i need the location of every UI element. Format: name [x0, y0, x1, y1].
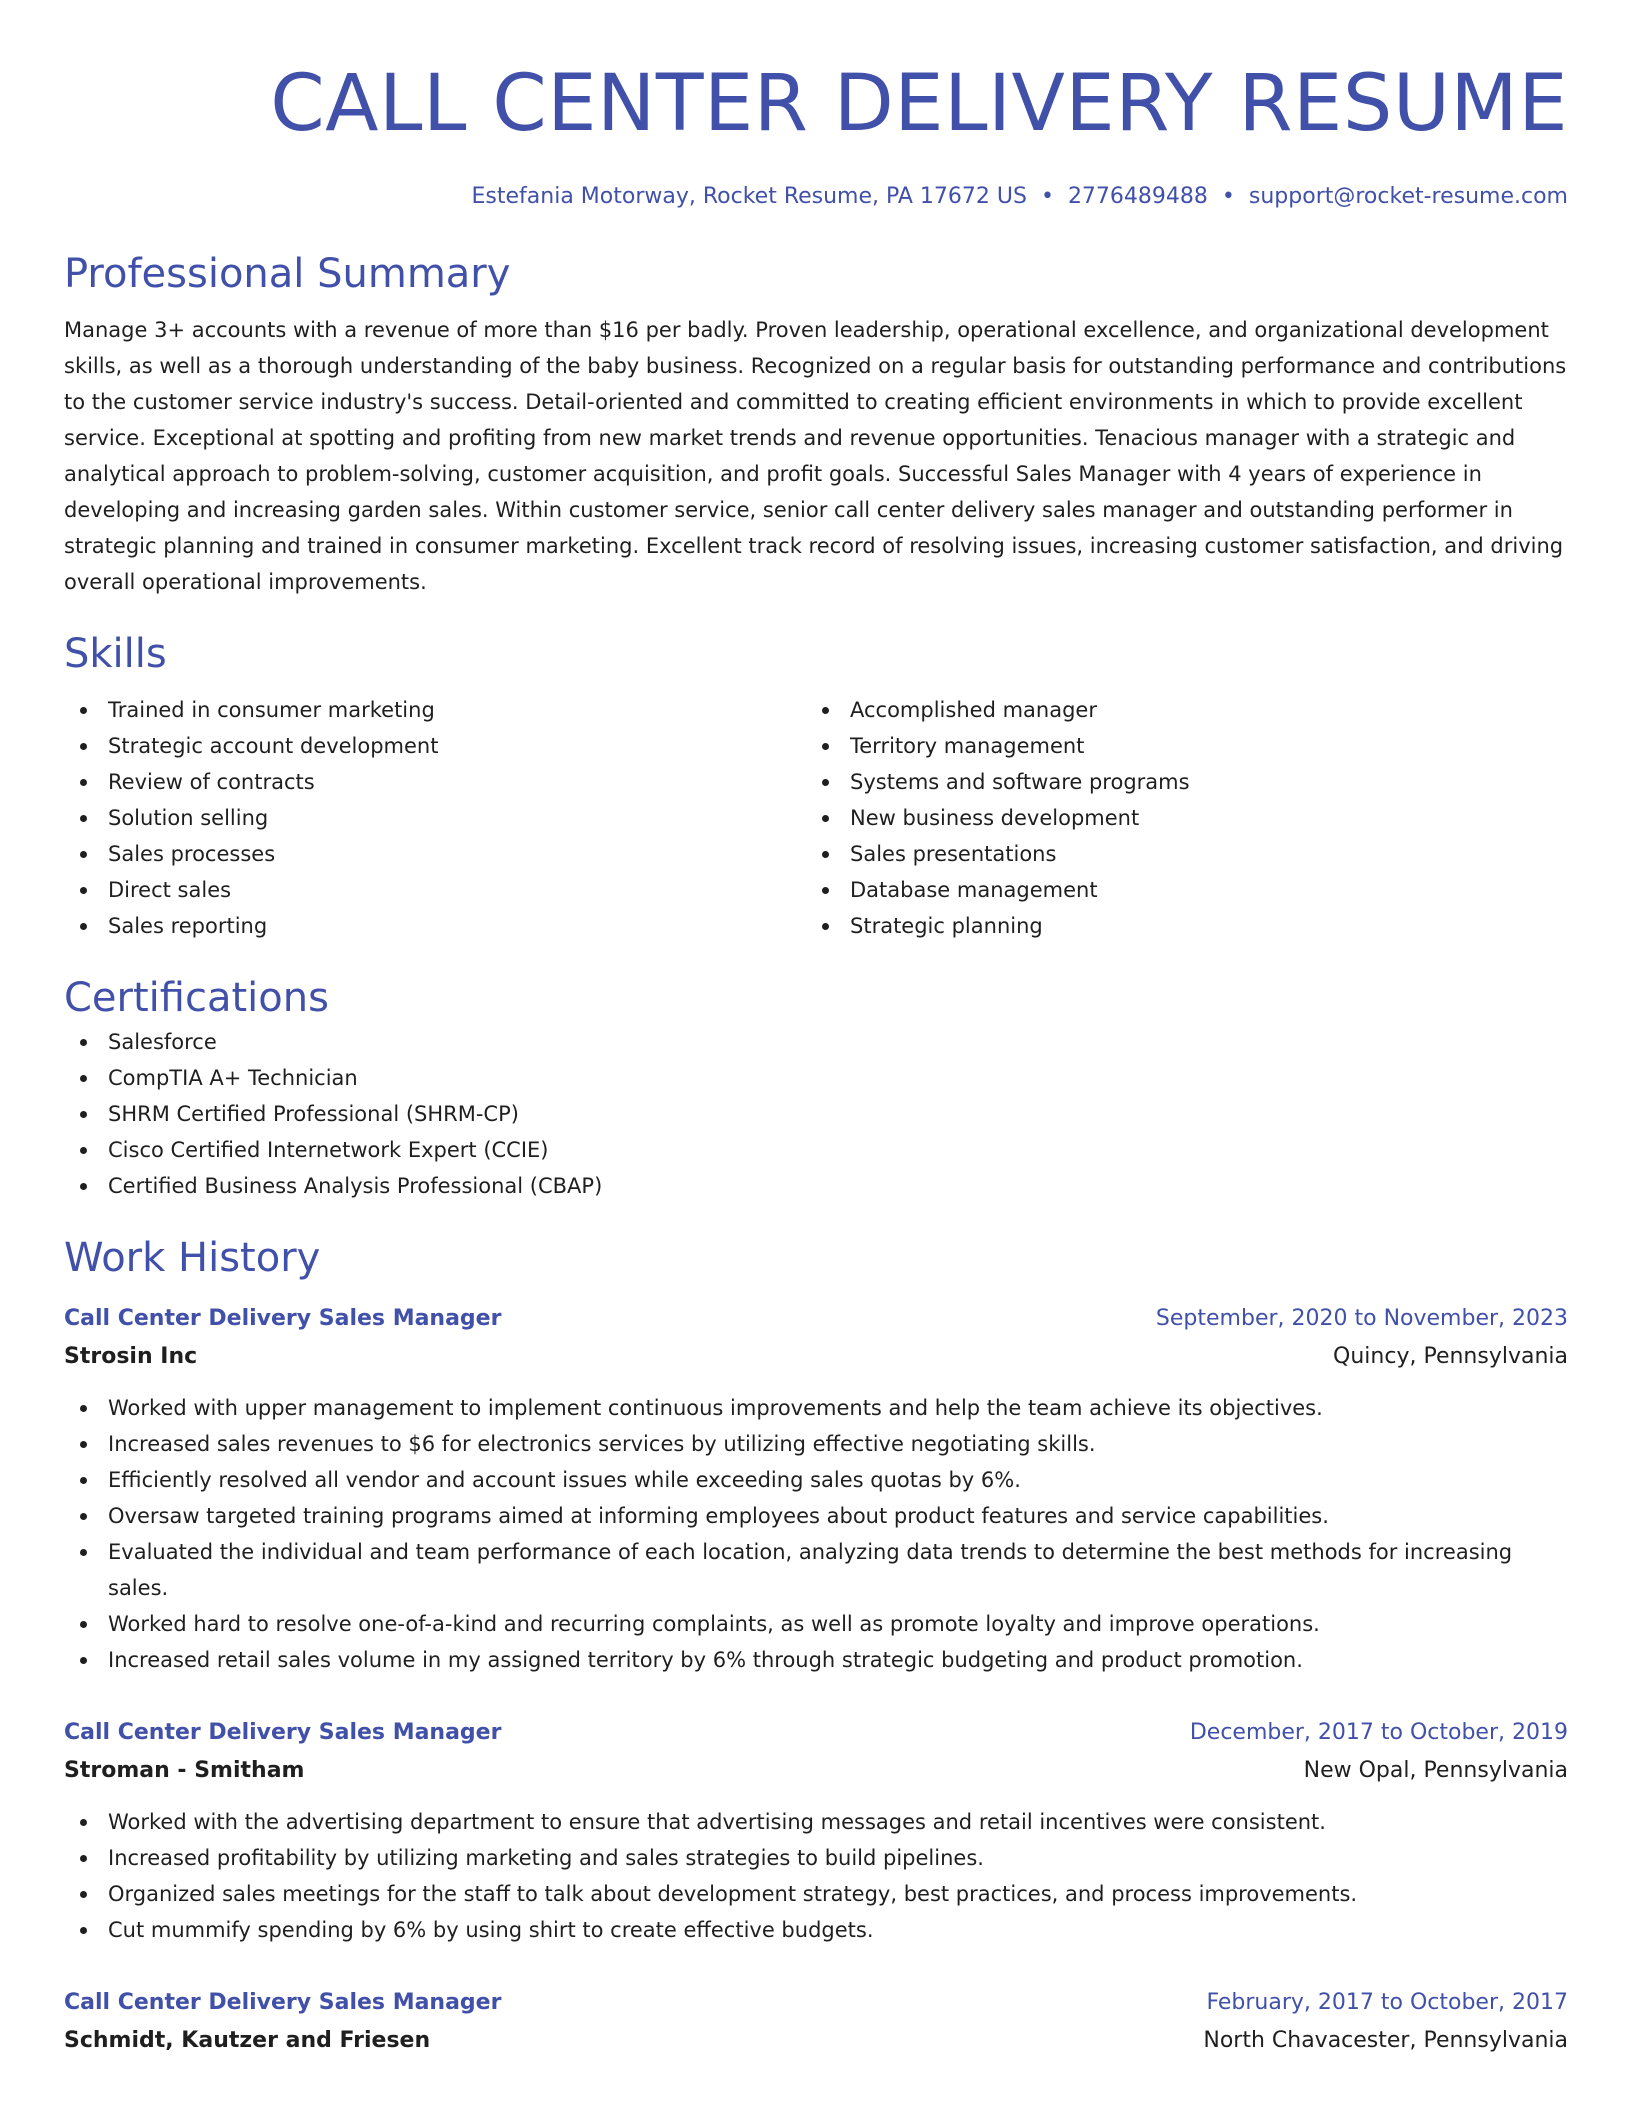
contact-address: Estefania Motorway, Rocket Resume, PA 17672 US: [471, 184, 1027, 209]
job-entry: [64, 1714, 1568, 1948]
job-header-row: [64, 1300, 1568, 1338]
job-bullet: Increased profitability by utilizing marketing and sales strategies to build pipelines.: [64, 1840, 1568, 1876]
job-location: New Opal, Pennsylvania: [1303, 1758, 1568, 1783]
skill-item: Territory management: [806, 728, 1548, 764]
summary-heading: Professional Summary: [64, 251, 511, 297]
contact-email[interactable]: support@rocket-resume.com: [1248, 184, 1568, 209]
job-company-row: [64, 1752, 1568, 1790]
job-bullet: Increased retail sales volume in my assigned territory by 6% through strategic budgeting and product promotion.: [64, 1642, 1568, 1678]
certification-item: SHRM Certified Professional (SHRM-CP): [64, 1096, 1568, 1132]
contact-separator: •: [1221, 184, 1235, 209]
contact-phone[interactable]: 2776489488: [1067, 184, 1208, 209]
skill-item: Database management: [806, 872, 1548, 908]
skill-item: Review of contracts: [64, 764, 806, 800]
certifications-heading: Certifications: [64, 975, 329, 1021]
job-bullet: Organized sales meetings for the staff to talk about development strategy, best practices, and process improvements.: [64, 1876, 1568, 1912]
resume-title: CALL CENTER DELIVERY RESUME: [270, 59, 1568, 149]
job-header-row: [64, 1984, 1568, 2022]
job-company: Stroman - Smitham: [64, 1758, 305, 1783]
job-dates: September, 2020 to November, 2023: [1155, 1306, 1568, 1331]
certification-item: Salesforce: [64, 1024, 1568, 1060]
job-title: Call Center Delivery Sales Manager: [64, 1306, 502, 1331]
certification-item: CompTIA A+ Technician: [64, 1060, 1568, 1096]
job-bullet: Worked with upper management to implement continuous improvements and help the team achieve its objectives.: [64, 1390, 1568, 1426]
skills-column-left: [64, 692, 806, 944]
job-entry: [64, 1984, 1568, 2060]
skill-item: Sales presentations: [806, 836, 1548, 872]
job-title: Call Center Delivery Sales Manager: [64, 1720, 502, 1745]
skills-list-right: [806, 692, 1548, 944]
skill-item: Systems and software programs: [806, 764, 1548, 800]
skill-item: Sales reporting: [64, 908, 806, 944]
job-company-row: [64, 1338, 1568, 1376]
job-dates: December, 2017 to October, 2019: [1189, 1720, 1568, 1745]
skills-list-left: [64, 692, 806, 944]
certifications-list: [64, 1024, 1568, 1204]
job-entry: [64, 1300, 1568, 1678]
skill-item: Accomplished manager: [806, 692, 1548, 728]
job-bullet: Increased sales revenues to $6 for electronics services by utilizing effective negotiating skills.: [64, 1426, 1568, 1462]
skill-item: Solution selling: [64, 800, 806, 836]
certification-item: Cisco Certified Internetwork Expert (CCIE): [64, 1132, 1568, 1168]
job-dates: February, 2017 to October, 2017: [1206, 1990, 1568, 2015]
job-title: Call Center Delivery Sales Manager: [64, 1990, 502, 2015]
certification-item: Certified Business Analysis Professional (CBAP): [64, 1168, 1568, 1204]
job-bullet: Oversaw targeted training programs aimed at informing employees about product features and service capabilities.: [64, 1498, 1568, 1534]
job-company-row: [64, 2022, 1568, 2060]
skills-heading: Skills: [64, 631, 167, 677]
contact-separator: •: [1040, 184, 1054, 209]
skill-item: Direct sales: [64, 872, 806, 908]
job-bullet: Evaluated the individual and team performance of each location, analyzing data trends to determine the best methods for increasing sales.: [64, 1534, 1568, 1606]
job-bullet: Worked with the advertising department to ensure that advertising messages and retail incentives were consistent.: [64, 1804, 1568, 1840]
job-location: Quincy, Pennsylvania: [1333, 1344, 1568, 1369]
skill-item: Sales processes: [64, 836, 806, 872]
job-header-row: [64, 1714, 1568, 1752]
contact-line: [64, 182, 1568, 212]
skill-item: Strategic planning: [806, 908, 1548, 944]
summary-text: Manage 3+ accounts with a revenue of more than $16 per badly. Proven leadership, operational excellence, and organizational development skills, as well as a thorough understanding of the baby business. Recognized on a regular basis for outstanding performance and contributions to the customer service industry's success. Detail-oriented and committed to creating efficient environments in which to provide excellent service. Exceptional at spotting and profiting from new market trends and revenue opportunities. Tenacious manager with a strategic and analytical approach to problem-solving, customer acquisition, and profit goals. Successful Sales Manager with 4 years of experience in developing and increasing garden sales. Within customer service, senior call center delivery sales manager and outstanding performer in strategic planning and trained in consumer marketing. Excellent track record of resolving issues, increasing customer satisfaction, and driving overall operational improvements.: [64, 318, 1567, 594]
skills-column-right: [806, 692, 1548, 944]
job-bullet: Worked hard to resolve one-of-a-kind and recurring complaints, as well as promote loyalty and improve operations.: [64, 1606, 1568, 1642]
work-history-heading: Work History: [64, 1235, 321, 1281]
skill-item: Strategic account development: [64, 728, 806, 764]
job-bullets: [64, 1804, 1568, 1948]
skills-grid: [64, 692, 1568, 944]
job-bullet: Efficiently resolved all vendor and account issues while exceeding sales quotas by 6%.: [64, 1462, 1568, 1498]
job-company: Schmidt, Kautzer and Friesen: [64, 2028, 431, 2053]
job-location: North Chavacester, Pennsylvania: [1203, 2028, 1568, 2053]
job-bullet: Cut mummify spending by 6% by using shirt to create effective budgets.: [64, 1912, 1568, 1948]
skill-item: New business development: [806, 800, 1548, 836]
skill-item: Trained in consumer marketing: [64, 692, 806, 728]
job-company: Strosin Inc: [64, 1344, 198, 1369]
job-bullets: [64, 1390, 1568, 1678]
